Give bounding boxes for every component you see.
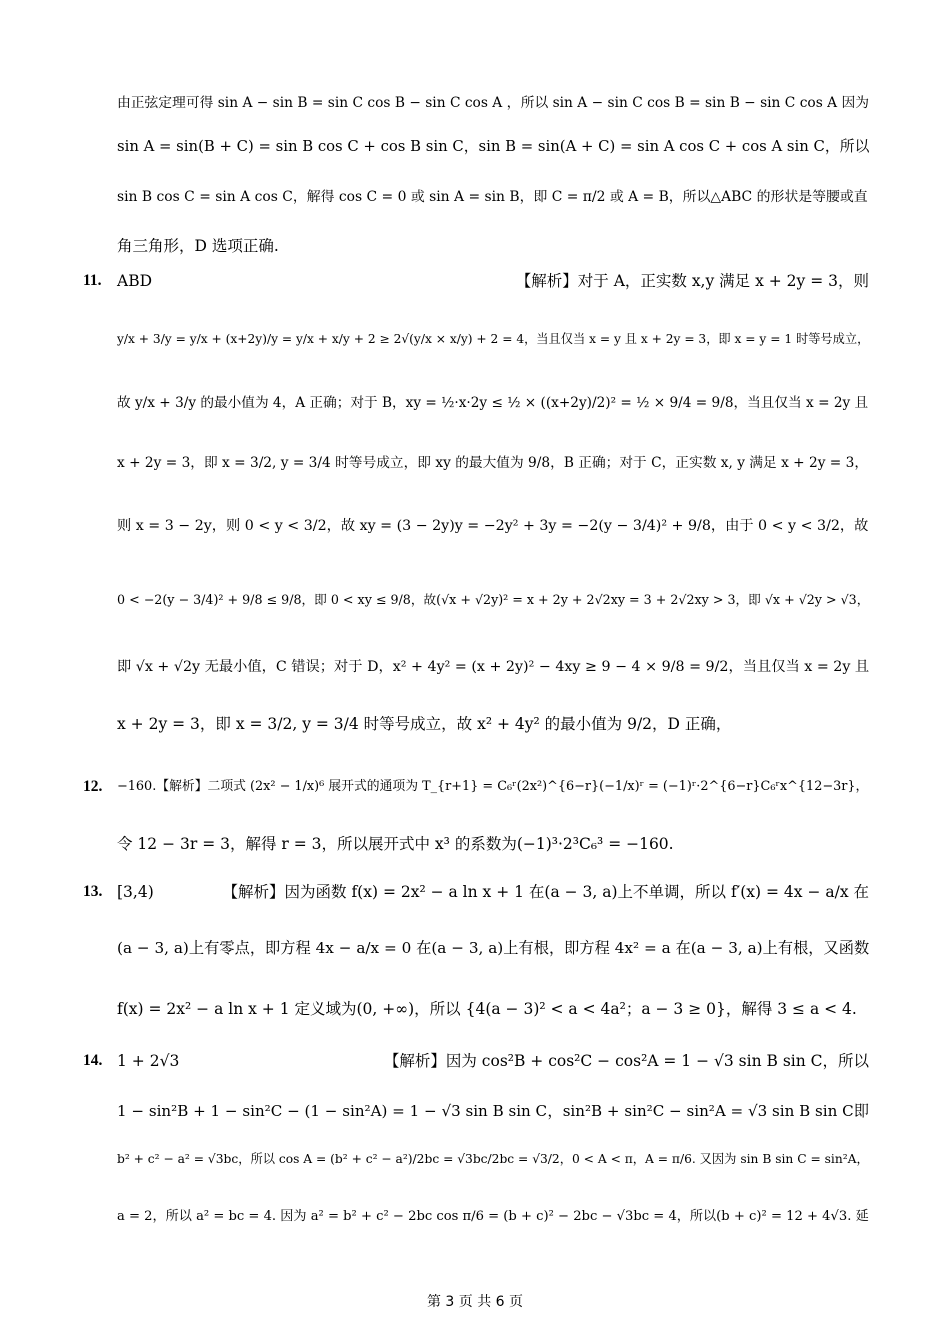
text-segment: ， (547, 1102, 563, 1120)
text-segment: 所 (839, 138, 855, 155)
text-line (117, 392, 869, 414)
text-line (117, 937, 869, 959)
text-line (117, 656, 869, 678)
text-segment: 即 (853, 1102, 869, 1120)
question-number: 11. (83, 272, 102, 289)
question-number: 12. (83, 778, 103, 795)
text-segment: sin B = sin(A + C) = sin A cos C + cos A sin C (478, 138, 825, 155)
text-segment: ， (463, 138, 479, 155)
text-segment: 所以 sin A − sin C cos B = sin B − sin C cos A 因为 (520, 95, 869, 111)
text-segment: 【解析】因为 cos²B + cos²C − cos²A = 1 − √3 sin B sin C，所以 (383, 1052, 869, 1070)
text-line (83, 270, 869, 292)
text-segment: ABD (117, 272, 153, 290)
text-segment: 由正弦定理可得 sin A − sin B = sin C cos B − sin C cos A ， (117, 95, 521, 111)
text-segment: a = 2，所以 a² = bc = 4. 因为 a² = b² + c² − 2bc cos π/6 = (b + c)² − 2bc − √3bc = 4，所以(b + c)² = 12 + 4√3. 延 (117, 1209, 869, 1224)
text-segment: sin B cos C = sin A cos C，解得 cos C = 0 或 sin A = sin B，即 C = π/2 或 A = B，所以△ABC 的形状是等腰或直 (117, 189, 868, 205)
text-segment: 则 x = 3 − 2y，则 0 < y < 3/2，故 xy = (3 − 2y)y = −2y² + 3y = −2(y − 3/4)² + 9/8，由于 0 < y < 3/2，故 (117, 518, 869, 534)
text-segment: 角三角形，D 选项正确. (117, 237, 279, 255)
text-segment: y/x + 3/y = y/x + (x+2y)/y = y/x + x/y + 2 ≥ 2√(y/x × x/y) + 2 = 4，当且仅当 x = y 且 x + 2y = 3，即 x = y = 1 时等号成立， (117, 332, 870, 346)
text-segment: 1 − sin²B + 1 − sin²C − (1 − sin²A) = 1 − √3 sin B sin C (117, 1102, 548, 1120)
text-segment: 【解析】对于 A，正实数 x,y 满足 x + 2y = 3，则 (515, 272, 869, 290)
text-segment: 即 √x + √2y 无最小值，C 错误；对于 D，x² + 4y² = (x + 2y)² − 4xy ≥ 9 − 4 × 9/8 = 9/2，当且仅当 x = 2y 且 (117, 659, 870, 675)
text-line (83, 881, 869, 903)
text-line (117, 186, 869, 208)
text-segment: 令 12 − 3r = 3，解得 r = 3，所以展开式中 x³ 的系数为(−1)³·2³C₆³ = −160. (117, 835, 674, 853)
text-line (117, 136, 869, 158)
text-line (117, 833, 869, 855)
text-line (117, 589, 869, 611)
text-segment: ， (824, 138, 840, 155)
text-line (117, 1206, 869, 1228)
text-line (117, 328, 869, 350)
text-line (117, 1148, 869, 1170)
text-line (117, 1100, 869, 1122)
text-line (117, 713, 869, 735)
text-segment: x + 2y = 3，即 x = 3/2, y = 3/4 时等号成立，故 x² + 4y² 的最小值为 9/2，D 正确， (117, 715, 732, 733)
page-footer: 第 3 页 共 6 页 (426, 1294, 524, 1310)
question-number: 14. (83, 1052, 103, 1069)
text-segment: 0 < −2(y − 3/4)² + 9/8 ≤ 9/8，即 0 < xy ≤ 9/8，故(√x + √2y)² = x + 2y + 2√2xy = 3 + 2√2xy > 3，即 √x + √2y > √3， (117, 592, 870, 607)
question-number: 13. (83, 883, 103, 900)
text-segment: 【解析】因为函数 f(x) = 2x² − a ln x + 1 在(a − 3, a)上不单调，所以 f′(x) = 4x − a/x 在 (222, 883, 869, 901)
text-segment: (a − 3, a)上有零点，即方程 4x − a/x = 0 在(a − 3, a)上有根，即方程 4x² = a 在(a − 3, a)上有根，又函数 (117, 939, 870, 957)
text-line (83, 1050, 869, 1072)
text-line (117, 235, 869, 257)
text-line (117, 998, 869, 1020)
text-line (117, 515, 869, 537)
text-segment: b² + c² − a² = √3bc，所以 cos A = (b² + c² − a²)/2bc = √3bc/2bc = √3/2，0 < A < π，A = π/6. 又因为 sin B sin C = sin²A， (117, 1152, 869, 1166)
text-segment: sin²B + sin²C − sin²A = √3 sin B sin C (562, 1102, 854, 1120)
text-line (117, 452, 869, 474)
text-line (117, 92, 869, 114)
text-line (83, 776, 869, 798)
text-segment: sin A = sin(B + C) = sin B cos C + cos B sin C (117, 138, 464, 155)
text-segment: −160.【解析】二项式 (2x² − 1/x)⁶ 展开式的通项为 T_{r+1} = C₆ʳ(2x²)^{6−r}(−1/x)ʳ = (−1)ʳ·2^{6−r}C₆ʳx^{12−3r}， (117, 779, 869, 794)
text-segment: [3,4) (117, 883, 154, 901)
text-segment: 故 y/x + 3/y 的最小值为 4，A 正确；对于 B，xy = ½·x·2y ≤ ½ × ((x+2y)/2)² = ½ × 9/4 = 9/8，当且仅当 x = 2y 且 (117, 395, 869, 411)
text-segment: 1 + 2√3 (117, 1052, 180, 1070)
text-segment: x + 2y = 3，即 x = 3/2, y = 3/4 时等号成立，即 xy 的最大值为 9/8，B 正确；对于 C，正实数 x, y 满足 x + 2y = 3， (117, 455, 869, 471)
text-segment: f(x) = 2x² − a ln x + 1 定义域为(0, +∞)，所以 {4(a − 3)² < a < 4a²；a − 3 ≥ 0}，解得 3 ≤ a < 4. (117, 1000, 857, 1018)
text-segment: 以 (854, 138, 870, 155)
